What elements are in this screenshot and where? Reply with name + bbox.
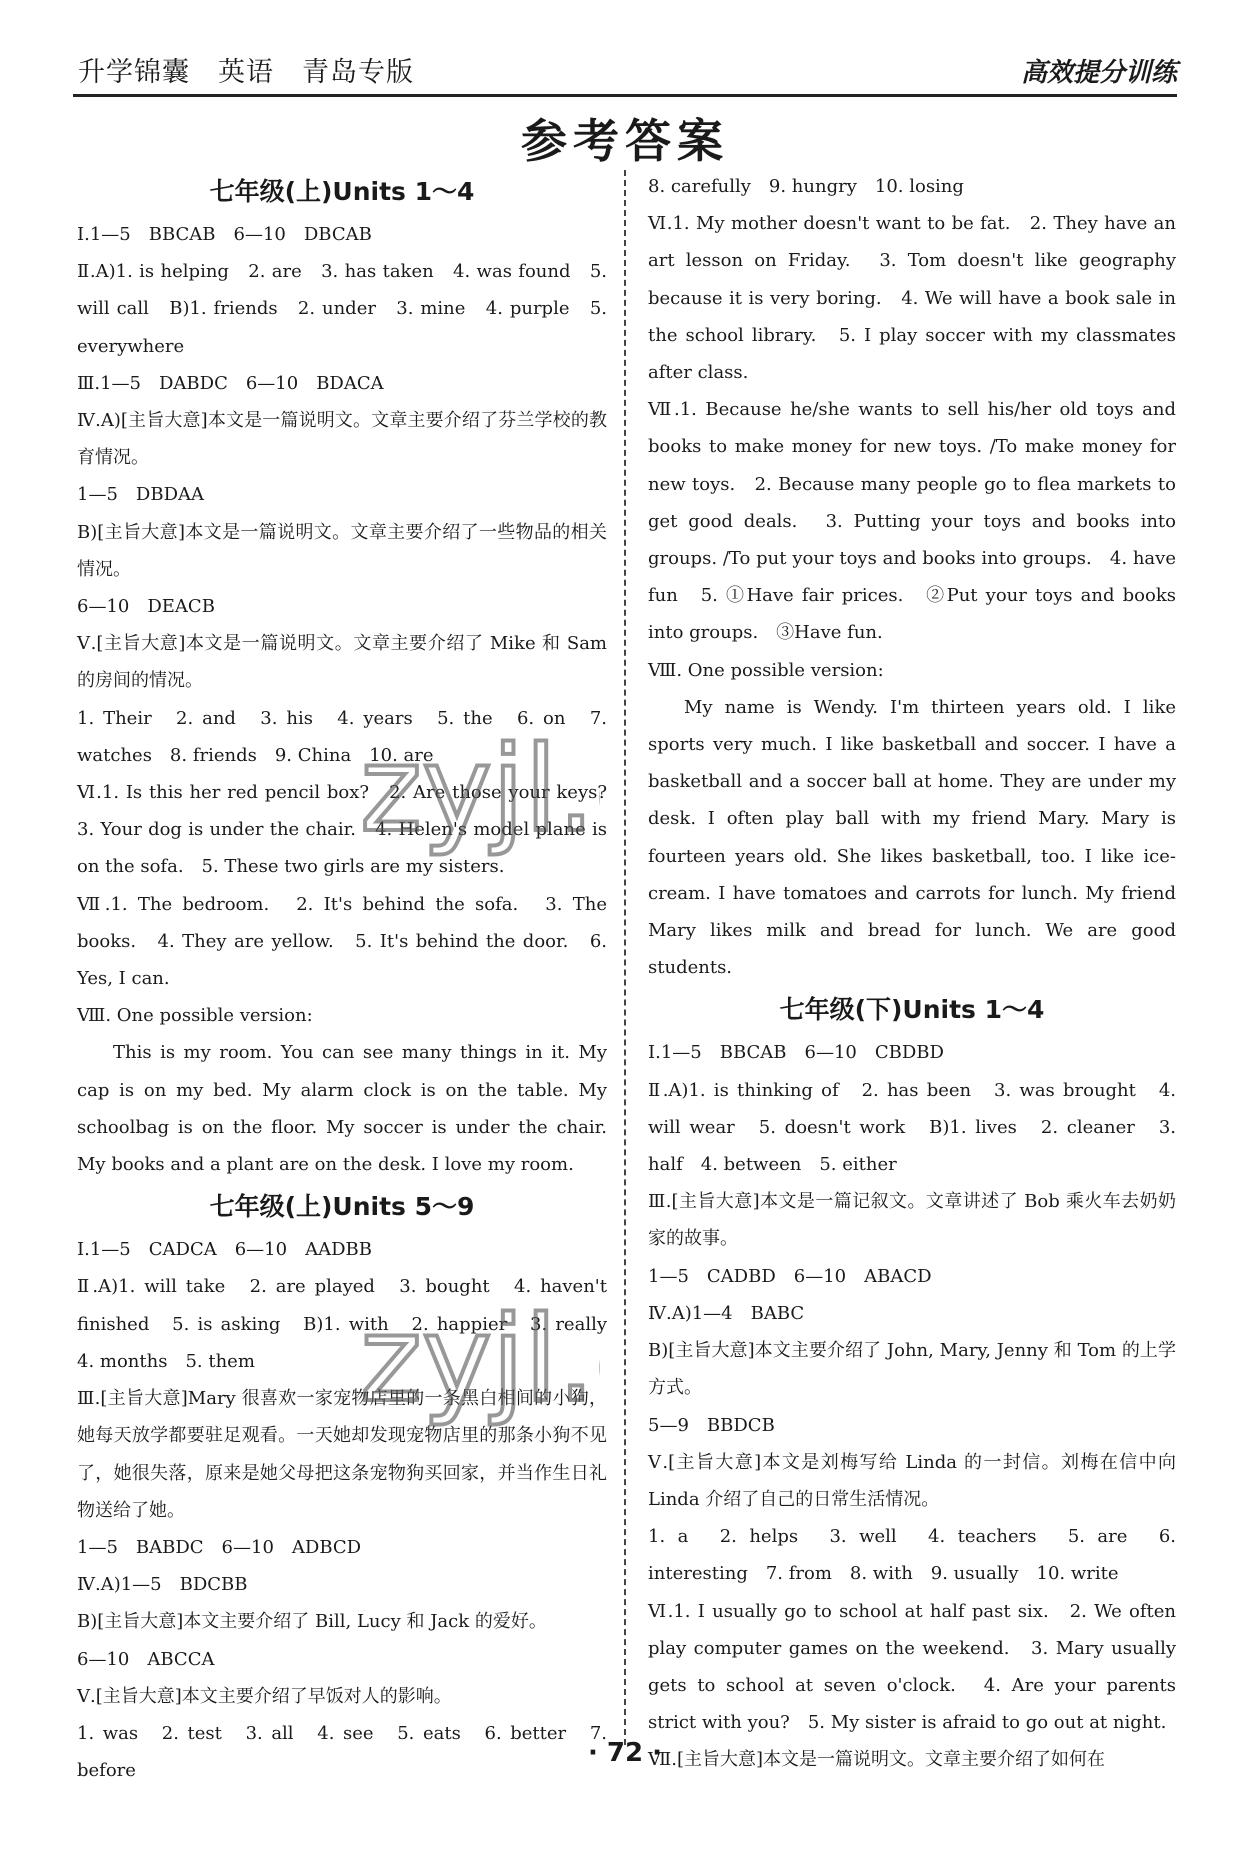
answer-line: 1. was 2. test 3. all 4. see 5. eats 6. better 7. before	[77, 1722, 607, 1782]
header-rule	[73, 94, 1177, 97]
answer-line: Ⅰ.1—5 BBCAB 6—10 CBDBD	[648, 1042, 944, 1064]
answer-line: 1—5 BABDC 6—10 ADBCD	[77, 1536, 362, 1558]
svg-text:zyjl.cn: zyjl.	[360, 1290, 595, 1428]
svg-text:zyjl.cn: zyjl.	[360, 720, 595, 858]
watermark-text-1	[360, 720, 600, 880]
answer-line: Ⅴ.[主旨大意]本文是一篇说明文。文章主要介绍了 Mike 和 Sam 的房间的情况。	[77, 633, 607, 692]
answer-line: Ⅷ. One possible version:	[77, 1005, 313, 1027]
header-subject: 英语	[218, 57, 274, 88]
watermark-text-2	[360, 1290, 600, 1450]
sample-essay: My name is Wendy. I'm thirteen years old. I like sports very much. I like basketball and soccer. I have a basketball and a soccer ball at home. They are under my desk. I often play ball with my friend Mary. Mary is fourteen years old. She likes basketball, too. I like ice-cream. I have tomatoes and carrots for lunch. My friend Mary likes milk and bread for lunch. We are good students.	[648, 696, 1176, 979]
answer-line: 1. a 2. helps 3. well 4. teachers 5. are 6. interesting 7. from 8. with 9. usually 10. write	[648, 1526, 1176, 1585]
watermark-2	[360, 1290, 600, 1454]
answer-line: 6—10 ABCCA	[77, 1648, 215, 1670]
answer-line: Ⅴ.[主旨大意]本文主要介绍了早饭对人的影响。	[77, 1685, 452, 1707]
right-column	[648, 168, 1176, 1779]
answer-line: Ⅴ.[主旨大意]本文是刘梅写给 Linda 的一封信。刘梅在信中向 Linda 介绍了自己的日常生活情况。	[648, 1451, 1176, 1510]
header-edition: 青岛专版	[302, 57, 414, 88]
answer-line: Ⅰ.1—5 CADCA 6—10 AADBB	[77, 1239, 372, 1261]
answer-line: Ⅵ.1. My mother doesn't want to be fat. 2. They have an art lesson on Friday. 3. Tom doesn't like geography because it is very boring. 4. We will have a book sale in the school library. 5. I play soccer with my classmates after class.	[648, 213, 1176, 384]
answer-line: B)[主旨大意]本文是一篇说明文。文章主要介绍了一些物品的相关情况。	[77, 521, 607, 580]
section-heading: 七年级(下)Units 1～4	[779, 995, 1045, 1025]
answer-line: Ⅲ.1—5 DABDC 6—10 BDACA	[77, 372, 384, 394]
answer-line: 1—5 DBDAA	[77, 484, 204, 506]
answer-line: Ⅳ.A)[主旨大意]本文是一篇说明文。文章主要介绍了芬兰学校的教育情况。	[77, 410, 607, 469]
watermark-1	[360, 720, 600, 884]
answer-line: 8. carefully 9. hungry 10. losing	[648, 176, 964, 197]
answer-line: Ⅱ.A)1. will take 2. are played 3. bought 4. haven't finished 5. is asking B)1. with 2. happier 3. really 4. months 5. them	[77, 1276, 625, 1372]
answer-line: 6—10 DEACB	[77, 596, 215, 618]
answer-line: B)[主旨大意]本文主要介绍了 John, Mary, Jenny 和 Tom 的上学方式。	[648, 1340, 1176, 1399]
answer-line: Ⅰ.1—5 BBCAB 6—10 DBCAB	[77, 224, 372, 245]
header-right: 高效提分训练	[1020, 58, 1177, 88]
column-divider	[624, 170, 626, 1745]
sample-essay: This is my room. You can see many things in it. My cap is on my bed. My alarm clock is on the table. My schoolbag is on the floor. My soccer is under the chair. My books and a plant are on the desk. I love my room.	[77, 1042, 607, 1176]
answer-line: Ⅳ.A)1—5 BDCBB	[77, 1574, 248, 1596]
answer-line: Ⅲ.[主旨大意]本文是一篇记叙文。文章讲述了 Bob 乘火车去奶奶家的故事。	[648, 1191, 1176, 1250]
answer-line: Ⅷ. One possible version:	[648, 659, 884, 681]
section-heading: 七年级(上)Units 1～4	[209, 177, 475, 206]
page-title: 参考答案	[521, 114, 729, 168]
answer-line: 1—5 CADBD 6—10 ABACD	[648, 1265, 932, 1287]
answer-line: Ⅱ.A)1. is helping 2. are 3. has taken 4. was found 5. will call B)1. friends 2. under 3. mine 4. purple 5. everywhere	[77, 261, 607, 357]
section-heading: 七年级(上)Units 5～9	[209, 1192, 475, 1222]
answer-line: Ⅶ.1. The bedroom. 2. It's behind the sofa. 3. The books. 4. They are yellow. 5. It's behind the door. 6. Yes, I can.	[77, 893, 607, 990]
answer-line: Ⅱ.A)1. is thinking of 2. has been 3. was brought 4. will wear 5. doesn't work B)1. lives 2. cleaner 3. half 4. between 5. either	[648, 1079, 1176, 1176]
answer-line: 1. Their 2. and 3. his 4. years 5. the 6. on 7. watches 8. friends 9. China 10. are	[77, 707, 607, 766]
answer-line: Ⅳ.A)1—4 BABC	[648, 1302, 805, 1324]
answer-line: Ⅲ.[主旨大意]Mary 很喜欢一家宠物店里的一条黑白相间的小狗，她每天放学都要驻足观看。一天她却发现宠物店里的那条小狗不见了，她很失落，原来是她父母把这条宠物狗买回家，并当作生日礼物送给了她。	[77, 1388, 607, 1521]
header-left	[78, 50, 442, 89]
page-number: · 72 ·	[587, 1738, 663, 1768]
answer-line: Ⅶ.[主旨大意]本文是一篇说明文。文章主要介绍了如何在	[648, 1749, 1105, 1771]
answer-line: B)[主旨大意]本文主要介绍了 Bill, Lucy 和 Jack 的爱好。	[77, 1611, 547, 1633]
answer-line: Ⅵ.1. I usually go to school at half past six. 2. We often play computer games on the weekend. 3. Mary usually gets to school at seven o'clock. 4. Are your parents strict with you? 5. My sister is afraid to go out at night.	[648, 1600, 1176, 1734]
answer-line: Ⅶ.1. Because he/she wants to sell his/her old toys and books to make money for new toys. /To make money for new toys. 2. Because many people go to flea markets to get good deals. 3. Putting your toys and books into groups. /To put your toys and books into groups. 4. have fun 5. ①Have fair prices. ②Put your toys and books into groups. ③Have fun.	[648, 399, 1176, 644]
answer-line: 5—9 BBDCB	[648, 1414, 775, 1436]
answer-line: Ⅵ.1. Is this her red pencil box? 2. Are those your keys? 3. Your dog is under the chair. 4. Helen's model plane is on the sofa. 5. These two girls are my sisters.	[77, 782, 625, 878]
header-series: 升学锦囊	[78, 57, 190, 88]
